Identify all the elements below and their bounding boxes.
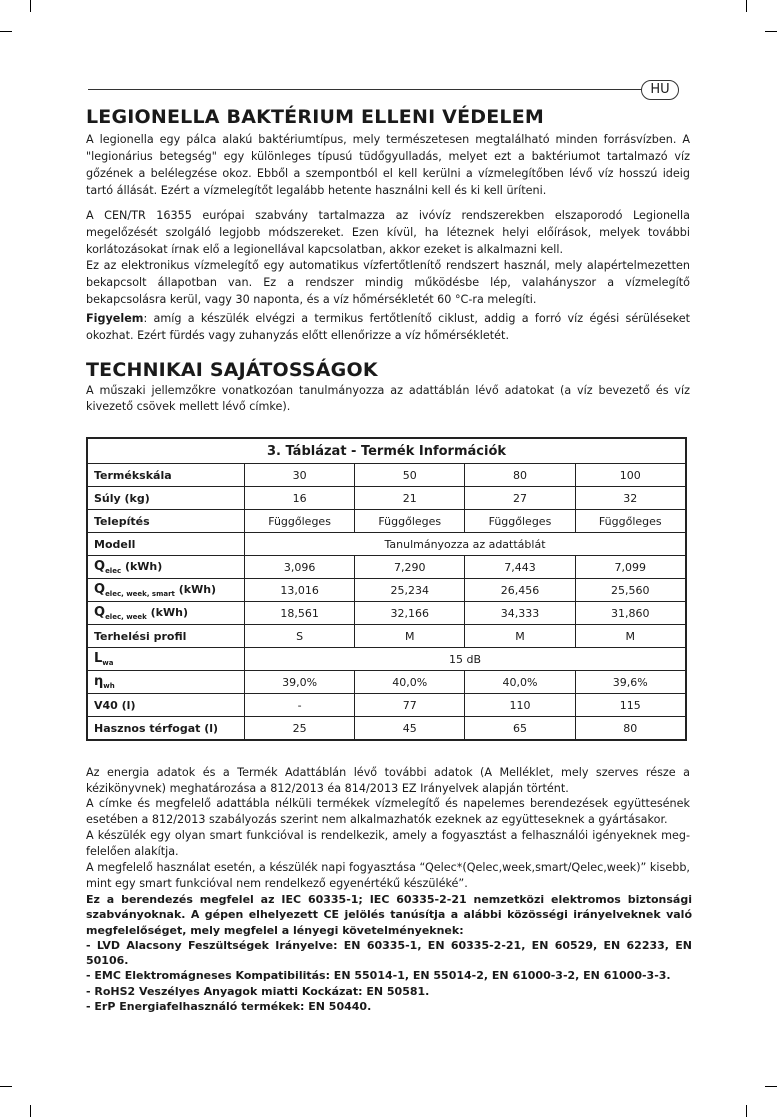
table-cell: M (465, 625, 575, 648)
row-label-unit: (kWh) (121, 559, 163, 573)
row-label (87, 625, 245, 648)
table-cell: Függőleges (575, 510, 686, 533)
row-label-subscript: elec (105, 567, 122, 576)
table-cell: M (355, 625, 465, 648)
row-label-symbol: L (94, 650, 103, 666)
row-label (87, 648, 245, 671)
table-cell: 7,099 (575, 556, 686, 579)
row-label-text: Telepítés (94, 514, 150, 528)
language-badge: HU (641, 80, 679, 100)
table-title-row (87, 438, 686, 464)
table-row (87, 717, 686, 741)
compliance-line: - EMC Elektromágneses Kompatibilitás: EN 55014-1, EN 55014-2, EN 61000-3-2, EN 61000-3-3. (86, 969, 671, 983)
row-label-unit: (kWh) (146, 605, 188, 619)
row-label (87, 602, 245, 625)
row-label-text: Modell (94, 537, 136, 551)
paragraph: A CEN/TR 16355 európai szabvány tartalmazza az ivóvíz rendszerekben elszaporodó Legionella megelőzését szolgáló legjobb módszereket. Ezen kívül, ha léteznek helyi előírások, melyek további korlátozásokat írnak elő a legionellával kapcsolatban, akkor ezeket is alkalmazni kell. (86, 209, 690, 256)
table-row (87, 487, 686, 510)
row-label-symbol: Q (94, 604, 106, 620)
row-label-text: V40 (l) (94, 698, 136, 712)
paragraph: A címke és megfelelő adattábla nélküli termékek vízmelegítő és napelemes berendezések együttesének esetében a 812/2013 szabályozás szerint nem alkalmazhatók ezeknek az együtteseknek a gyártásakor. (86, 797, 690, 826)
table-cell: 30 (245, 464, 355, 487)
compliance-line: - ErP Energiafelhasználó termékek: EN 50440. (86, 1000, 372, 1014)
crop-mark (765, 1086, 777, 1087)
table-cell: 45 (355, 717, 465, 741)
crop-mark (30, 0, 31, 12)
warning-text: : amíg a készülék elvégzi a termikus fertőtlenítő ciklust, addig a forró víz égési sérüléseket okozhat. Ezért fürdés vagy zuhanyzás előtt ellenőrizze a víz hőmérsékletét. (86, 312, 690, 342)
row-label (87, 464, 245, 487)
paragraph: A műszaki jellemzőkre vonatkozóan tanulmányozza az adattáblán lévő adatokat (a víz bevezető és víz kivezető csövek mellett lévő címke). (86, 384, 690, 413)
table-row (87, 648, 686, 671)
product-info-table (86, 437, 687, 741)
table-cell: Függőleges (465, 510, 575, 533)
warning-label: Figyelem (86, 312, 144, 325)
row-label (87, 671, 245, 694)
crop-mark (0, 31, 12, 32)
table-cell-merged: Tanulmányozza az adattáblát (245, 533, 687, 556)
row-label-subscript: elec, week (105, 613, 147, 622)
table-cell: 27 (465, 487, 575, 510)
compliance-line: - RoHS2 Veszélyes Anyagok miatti Kockázat: EN 50581. (86, 984, 430, 998)
table-cell: S (245, 625, 355, 648)
table-cell: 40,0% (465, 671, 575, 694)
row-label-symbol: Q (94, 558, 106, 574)
row-label-subscript: wa (102, 659, 114, 668)
table-cell: 40,0% (355, 671, 465, 694)
table-cell: 21 (355, 487, 465, 510)
section-title-legionella: LEGIONELLA BAKTÉRIUM ELLENI VÉDELEM (86, 106, 544, 128)
table-cell: 80 (465, 464, 575, 487)
row-label-subscript: elec, week, smart (105, 590, 175, 599)
table-cell: 65 (465, 717, 575, 741)
table-row (87, 602, 686, 625)
table-cell: 16 (245, 487, 355, 510)
row-label-text: Hasznos térfogat (l) (94, 721, 219, 735)
table-cell: 77 (355, 694, 465, 717)
row-label (87, 717, 245, 741)
row-label-unit: (kWh) (174, 582, 217, 596)
crop-mark (746, 1105, 747, 1117)
table-cell: 3,096 (245, 556, 355, 579)
row-label (87, 579, 245, 602)
row-label-symbol: η (94, 673, 104, 689)
row-label (87, 510, 245, 533)
table-cell: 32,166 (355, 602, 465, 625)
table-cell: M (575, 625, 686, 648)
compliance-line: Ez a berendezés megfelel az IEC 60335-1; IEC 60335-2-21 nemzetközi elektromos biztonsági szabványoknak. A gépen elhelyezett CE jelölés tanúsítja a alábbi közösségi irányelveknek való megfelelőséget, mely megfelel a lényegi követelményeknek: (86, 893, 692, 937)
row-label-subscript: wh (103, 682, 115, 691)
row-label (87, 694, 245, 717)
table-cell: 7,443 (465, 556, 575, 579)
table-cell: Függőleges (245, 510, 355, 533)
table-row (87, 625, 686, 648)
table-cell: 110 (465, 694, 575, 717)
row-label-text: Súly (kg) (94, 491, 150, 505)
table-row (87, 579, 686, 602)
table-cell: 80 (575, 717, 686, 741)
table-cell: - (245, 694, 355, 717)
table-cell: 39,0% (245, 671, 355, 694)
crop-mark (0, 1086, 12, 1087)
table-cell: 50 (355, 464, 465, 487)
compliance-block (86, 892, 692, 1014)
paragraph: A legionella egy pálca alakú baktériumtípus, mely természetesen megtalálható minden forrásvízben. A "legionárius betegség" egy különleges típusú tüdőgyulladás, melyet ezt a baktériumot tartalmazó víz gőzének a belélegzése okoz. Ebből a szempontból el kell kerülni a vízmelegítőben lévő víz hosszú ideig tartó állását. Ezért a vízmelegítőt legalább hetente használni kell és ki kell üríteni. (86, 133, 690, 197)
crop-mark (30, 1105, 31, 1117)
table-row (87, 510, 686, 533)
paragraph: A készülék egy olyan smart funkcióval is rendelkezik, amely a fogyasztást a felhasználói igényeknek meg-felelően alakítja. (86, 829, 690, 858)
compliance-line: - LVD Alacsony Feszültségek Irányelve: EN 60335-1, EN 60335-2-21, EN 60529, EN 62233, EN 50106. (86, 938, 692, 968)
row-label (87, 556, 245, 579)
row-label-text: Termékskála (94, 468, 172, 482)
warning-paragraph (86, 310, 690, 344)
table-cell: 18,561 (245, 602, 355, 625)
row-label (87, 487, 245, 510)
row-label-symbol: Q (94, 581, 106, 597)
paragraph: A megfelelő használat esetén, a készülék napi fogyasztása “Qelec*(Qelec,week,smart/Qelec,week)” kisebb, mint egy smart funkcióval nem rendelkező egyenértékű készüléké”. (86, 861, 690, 890)
table-row (87, 464, 686, 487)
table-cell: 100 (575, 464, 686, 487)
table-cell: 39,6% (575, 671, 686, 694)
table-cell: 26,456 (465, 579, 575, 602)
table-cell: Függőleges (355, 510, 465, 533)
header-rule (88, 89, 642, 90)
table-row (87, 533, 686, 556)
crop-mark (746, 0, 747, 12)
paragraph: Az energia adatok és a Termék Adattáblán lévő további adatok (A Melléklet, mely szerves része a kézikönyvnek) meghatározása a 812/2013 éa 814/2013 EZ Irányelvek alapján történt. (86, 766, 690, 795)
row-label-text: Terhelési profil (94, 629, 187, 643)
table-cell: 25,560 (575, 579, 686, 602)
table-cell: 34,333 (465, 602, 575, 625)
table-row (87, 671, 686, 694)
table-row (87, 694, 686, 717)
table-title: 3. Táblázat - Termék Információk (87, 438, 686, 464)
table-cell: 13,016 (245, 579, 355, 602)
table-cell: 115 (575, 694, 686, 717)
table-cell: 31,860 (575, 602, 686, 625)
row-label (87, 533, 245, 556)
table-cell: 7,290 (355, 556, 465, 579)
paragraph: Ez az elektronikus vízmelegítő egy automatikus vízfertőtlenítő rendszert használ, mely alapértelmezetten bekapcsolt állapotban van. Ez a rendszer mindig működésbe lép, valahányszor a vízmelegítő bekapcsolásra kerül, vagy 30 naponta, és a víz hőmérsékletét 60 °C-ra melegíti. (86, 259, 690, 306)
table-cell: 25,234 (355, 579, 465, 602)
table-cell: 32 (575, 487, 686, 510)
table-cell: 25 (245, 717, 355, 741)
section-title-technical: TECHNIKAI SAJÁTOSSÁGOK (86, 359, 378, 381)
crop-mark (765, 31, 777, 32)
table-row (87, 556, 686, 579)
table-cell-merged: 15 dB (245, 648, 687, 671)
